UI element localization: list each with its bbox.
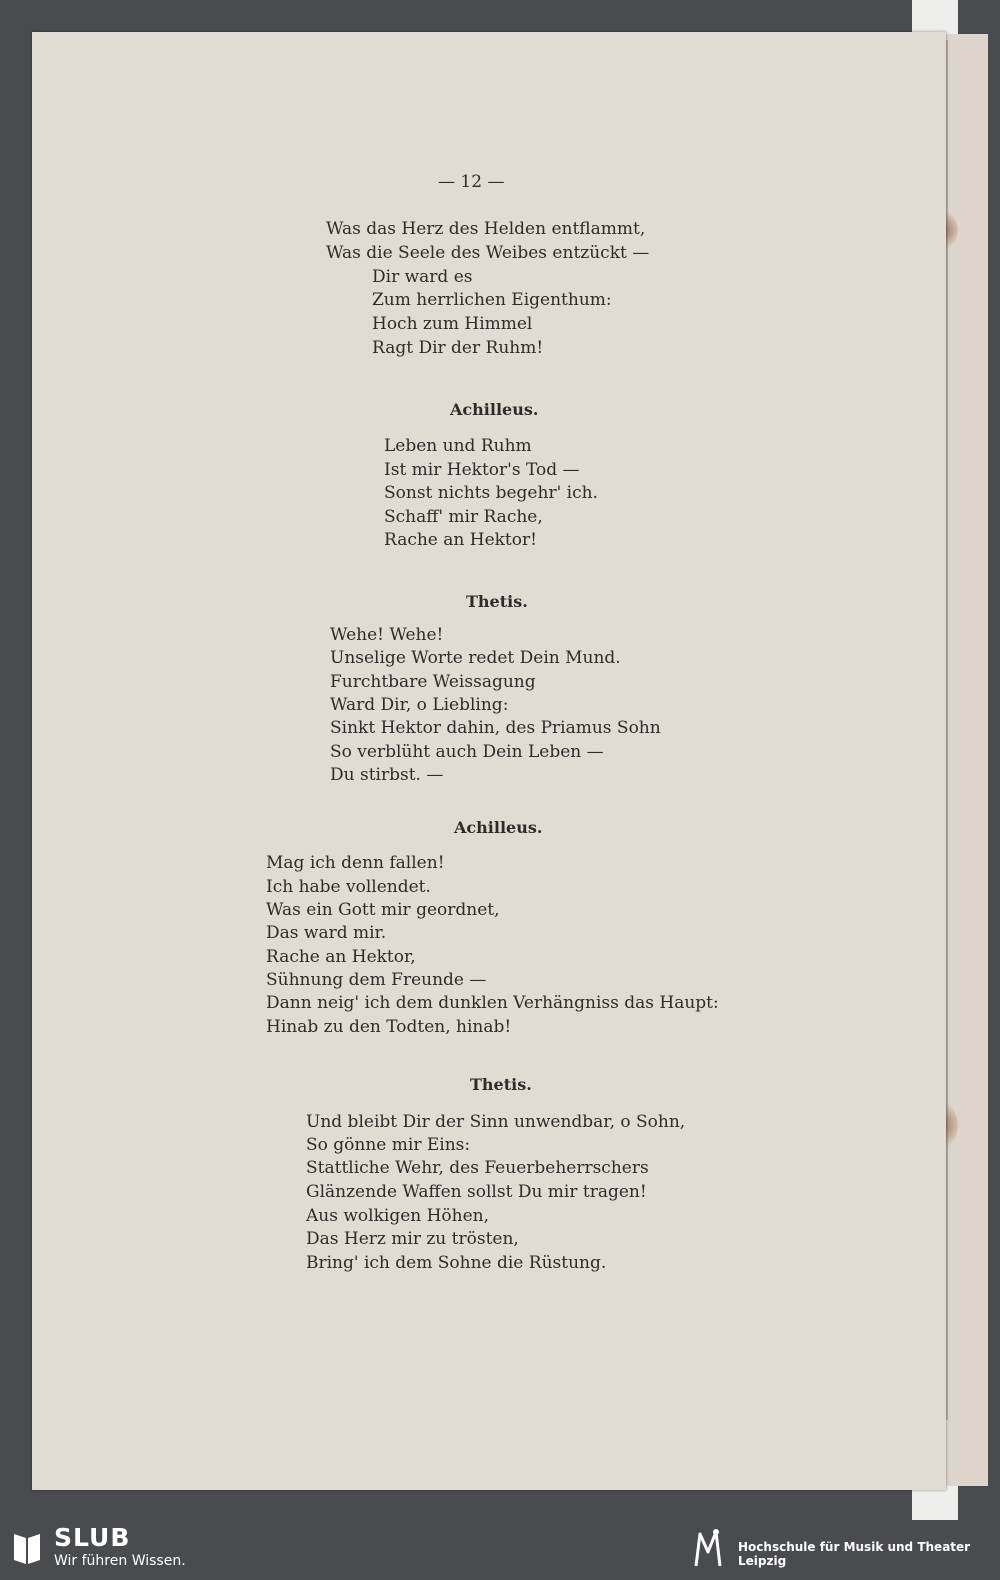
- verse-line: Schaff' mir Rache,: [384, 507, 543, 527]
- page-number: — 12 —: [438, 172, 505, 192]
- verse-line: Rache an Hektor!: [384, 530, 537, 550]
- verse-line: Furchtbare Weissagung: [330, 672, 536, 692]
- verse-line: Aus wolkigen Höhen,: [306, 1206, 490, 1226]
- verse-line: Sühnung dem Freunde —: [266, 970, 487, 990]
- verse-line: Was ein Gott mir geordnet,: [266, 900, 500, 920]
- hmt-logo-icon[interactable]: [690, 1526, 726, 1572]
- verse-line: Mag ich denn fallen!: [266, 853, 445, 873]
- verse-line: Rache an Hektor,: [266, 947, 416, 967]
- footer-bar: [0, 1520, 1000, 1580]
- slub-tagline: Wir führen Wissen.: [54, 1553, 186, 1569]
- verse-line: Was die Seele des Weibes entzückt —: [326, 243, 650, 263]
- verse-line: Wehe! Wehe!: [330, 625, 444, 645]
- verse-line: Zum herrlichen Eigenthum:: [372, 290, 612, 310]
- verse-line: Ward Dir, o Liebling:: [330, 695, 509, 715]
- verse-line: Das Herz mir zu trösten,: [306, 1229, 519, 1249]
- verse-line: Dann neig' ich dem dunklen Verhängniss das Haupt:: [266, 993, 719, 1013]
- scanned-page: [32, 32, 946, 1490]
- verse-line: Hinab zu den Todten, hinab!: [266, 1017, 512, 1037]
- verse-line: Du stirbst. —: [330, 765, 444, 785]
- verse-line: Hoch zum Himmel: [372, 314, 533, 334]
- verse-line: Bring' ich dem Sohne die Rüstung.: [306, 1253, 607, 1273]
- hmt-name[interactable]: Hochschule für Musik und Theater Leipzig: [738, 1540, 971, 1568]
- verse-line: Das ward mir.: [266, 923, 387, 943]
- verse-line: Glänzende Waffen sollst Du mir tragen!: [306, 1182, 647, 1202]
- verse-line: Sinkt Hektor dahin, des Priamus Sohn: [330, 718, 661, 738]
- verse-line: Unselige Worte redet Dein Mund.: [330, 648, 621, 668]
- slub-book-icon[interactable]: [12, 1530, 42, 1566]
- speaker-heading: Achilleus.: [454, 818, 543, 837]
- verse-line: Leben und Ruhm: [384, 436, 532, 456]
- speaker-heading: Achilleus.: [450, 400, 539, 419]
- speaker-heading: Thetis.: [466, 592, 528, 611]
- verse-line: Ist mir Hektor's Tod —: [384, 460, 580, 480]
- verse-line: So gönne mir Eins:: [306, 1135, 471, 1155]
- verse-line: Was das Herz des Helden entflammt,: [326, 219, 646, 239]
- verse-line: Stattliche Wehr, des Feuerbeherrschers: [306, 1158, 649, 1178]
- verse-line: Dir ward es: [372, 267, 473, 287]
- verse-line: Ragt Dir der Ruhm!: [372, 338, 544, 358]
- verse-line: So verblüht auch Dein Leben —: [330, 742, 604, 762]
- verse-line: Und bleibt Dir der Sinn unwendbar, o Sohn,: [306, 1112, 686, 1132]
- verse-line: Ich habe vollendet.: [266, 877, 431, 897]
- slub-logo-text[interactable]: SLUB: [54, 1523, 131, 1552]
- facing-page-sliver: [946, 34, 988, 1486]
- verse-line: Sonst nichts begehr' ich.: [384, 483, 598, 503]
- speaker-heading: Thetis.: [470, 1075, 532, 1094]
